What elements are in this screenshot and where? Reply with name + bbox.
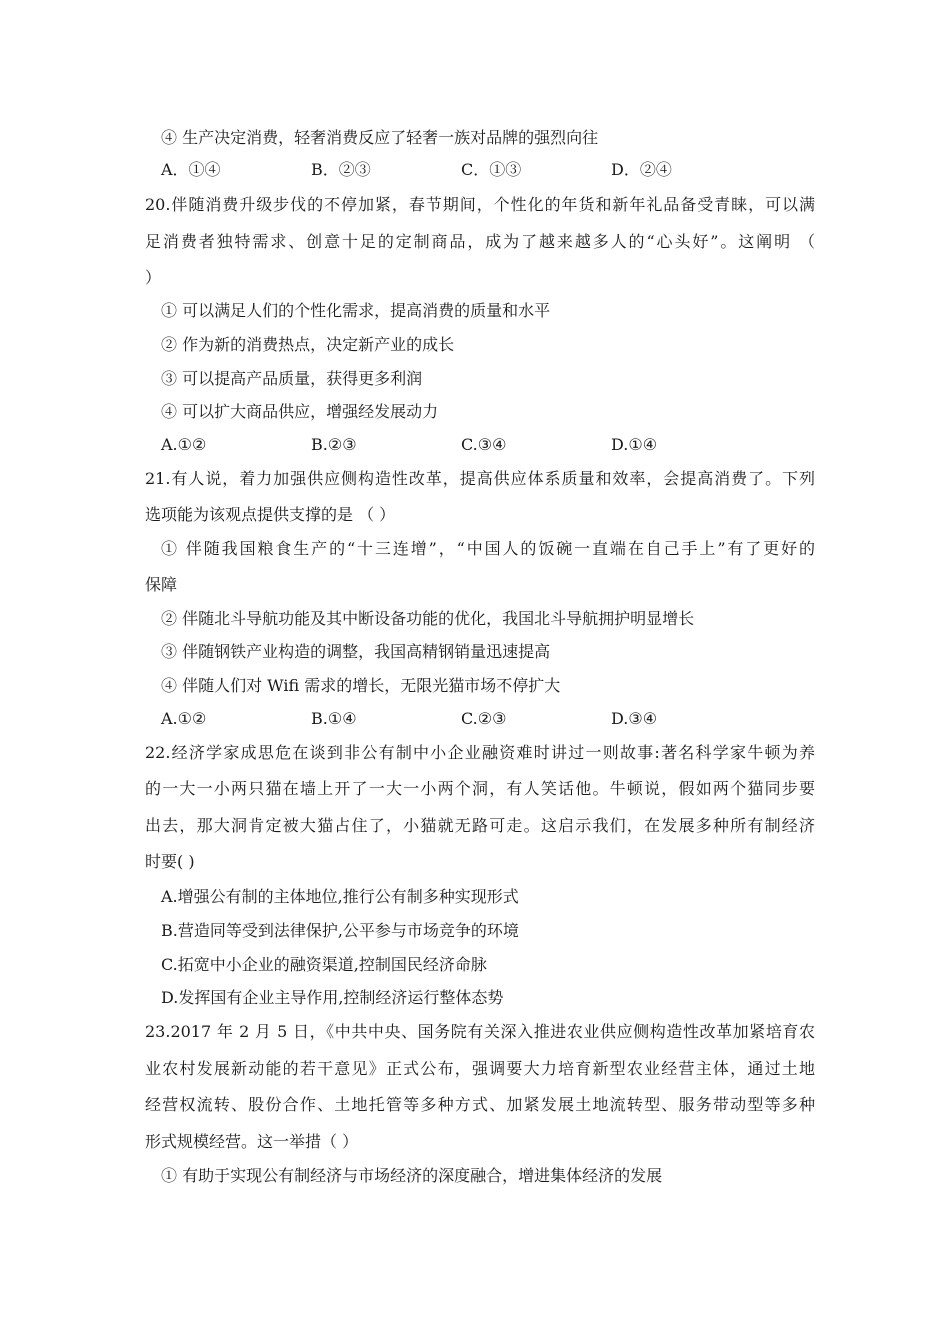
q23-stem-line-4: 形式规模经营。这一举措（ ） <box>145 1132 359 1151</box>
q23-item-1: ① 有助于实现公有制经济与市场经济的深度融合，增进集体经济的发展 <box>161 1166 663 1185</box>
q23-stem-line-1: 23.2017 年 2 月 5 日，《中共中央、国务院有关深入推进农业供应侧构造性改革加紧培育农 <box>145 1022 815 1041</box>
q19-option-d: D．②④ <box>611 160 672 179</box>
q19-item-4: ④ 生产决定消费，轻奢消费反应了轻奢一族对品牌的强烈向往 <box>161 128 599 147</box>
q22-stem-line-1: 22.经济学家成思危在谈到非公有制中小企业融资难时讲过一则故事:著名科学家牛顿为养 <box>145 743 815 762</box>
q20-stem-line-3: ） <box>145 268 162 287</box>
q21-option-d: D.③④ <box>611 709 658 728</box>
q22-option-b: B.营造同等受到法律保护,公平参与市场竞争的环境 <box>161 921 519 940</box>
q19-option-b: B．②③ <box>311 160 371 179</box>
q20-option-d: D.①④ <box>611 435 658 454</box>
q20-item-1: ① 可以满足人们的个性化需求，提高消费的质量和水平 <box>161 301 551 320</box>
q21-option-b: B.①④ <box>311 709 357 728</box>
q20-option-c: C.③④ <box>461 435 507 454</box>
q21-item-3: ③ 伴随钢铁产业构造的调整，我国高精钢销量迅速提高 <box>161 642 551 661</box>
q20-item-3: ③ 可以提高产品质量，获得更多利润 <box>161 369 423 388</box>
q21-item-1-line-2: 保障 <box>145 575 178 594</box>
q19-options <box>161 159 811 181</box>
q20-stem-line-2: 足消费者独特需求、创意十足的定制商品，成为了越来越多人的“心头好”。这阐明 （ <box>145 232 815 251</box>
q21-options <box>161 708 811 730</box>
q22-stem-line-4: 时要( ) <box>145 852 195 871</box>
q22-option-c: C.拓宽中小企业的融资渠道,控制国民经济命脉 <box>161 955 487 974</box>
q20-item-4: ④ 可以扩大商品供应，增强经发展动力 <box>161 402 439 421</box>
q21-item-2: ② 伴随北斗导航功能及其中断设备功能的优化，我国北斗导航拥护明显增长 <box>161 609 695 628</box>
q22-stem-line-2: 的一大一小两只猫在墙上开了一大一小两个洞，有人笑话他。牛顿说，假如两个猫同步要 <box>145 779 815 798</box>
q21-option-a: A.①② <box>161 709 207 728</box>
q22-option-d: D.发挥国有企业主导作用,控制经济运行整体态势 <box>161 988 504 1007</box>
q23-stem-line-2: 业农村发展新动能的若干意见》正式公布，强调要大力培育新型农业经营主体，通过土地 <box>145 1059 815 1078</box>
q21-stem-line-1: 21.有人说，着力加强供应侧构造性改革，提高供应体系质量和效率，会提高消费了。下列 <box>145 469 815 488</box>
q20-stem-line-1: 20.伴随消费升级步伐的不停加紧，春节期间，个性化的年货和新年礼品备受青睐，可以满 <box>145 195 815 214</box>
q19-option-c: C．①③ <box>461 160 522 179</box>
q23-stem-line-3: 经营权流转、股份合作、土地托管等多种方式、加紧发展土地流转型、服务带动型等多种 <box>145 1095 815 1114</box>
q21-option-c: C.②③ <box>461 709 507 728</box>
q21-stem-line-2: 选项能为该观点提供支撑的是 （ ） <box>145 505 396 524</box>
q20-options <box>161 434 811 456</box>
q20-item-2: ② 作为新的消费热点，决定新产业的成长 <box>161 335 455 354</box>
q22-stem-line-3: 出去，那大洞肯定被大猫占住了，小猫就无路可走。这启示我们，在发展多种所有制经济 <box>145 816 815 835</box>
q21-item-4: ④ 伴随人们对 Wifi 需求的增长，无限光猫市场不停扩大 <box>161 676 561 695</box>
q20-option-b: B.②③ <box>311 435 357 454</box>
q19-option-a: A．①④ <box>161 160 221 179</box>
q20-option-a: A.①② <box>161 435 207 454</box>
q21-item-1-line-1: ① 伴随我国粮食生产的“十三连增”，“中国人的饭碗一直端在自己手上”有了更好的 <box>161 539 815 558</box>
q22-option-a: A.增强公有制的主体地位,推行公有制多种实现形式 <box>161 887 519 906</box>
